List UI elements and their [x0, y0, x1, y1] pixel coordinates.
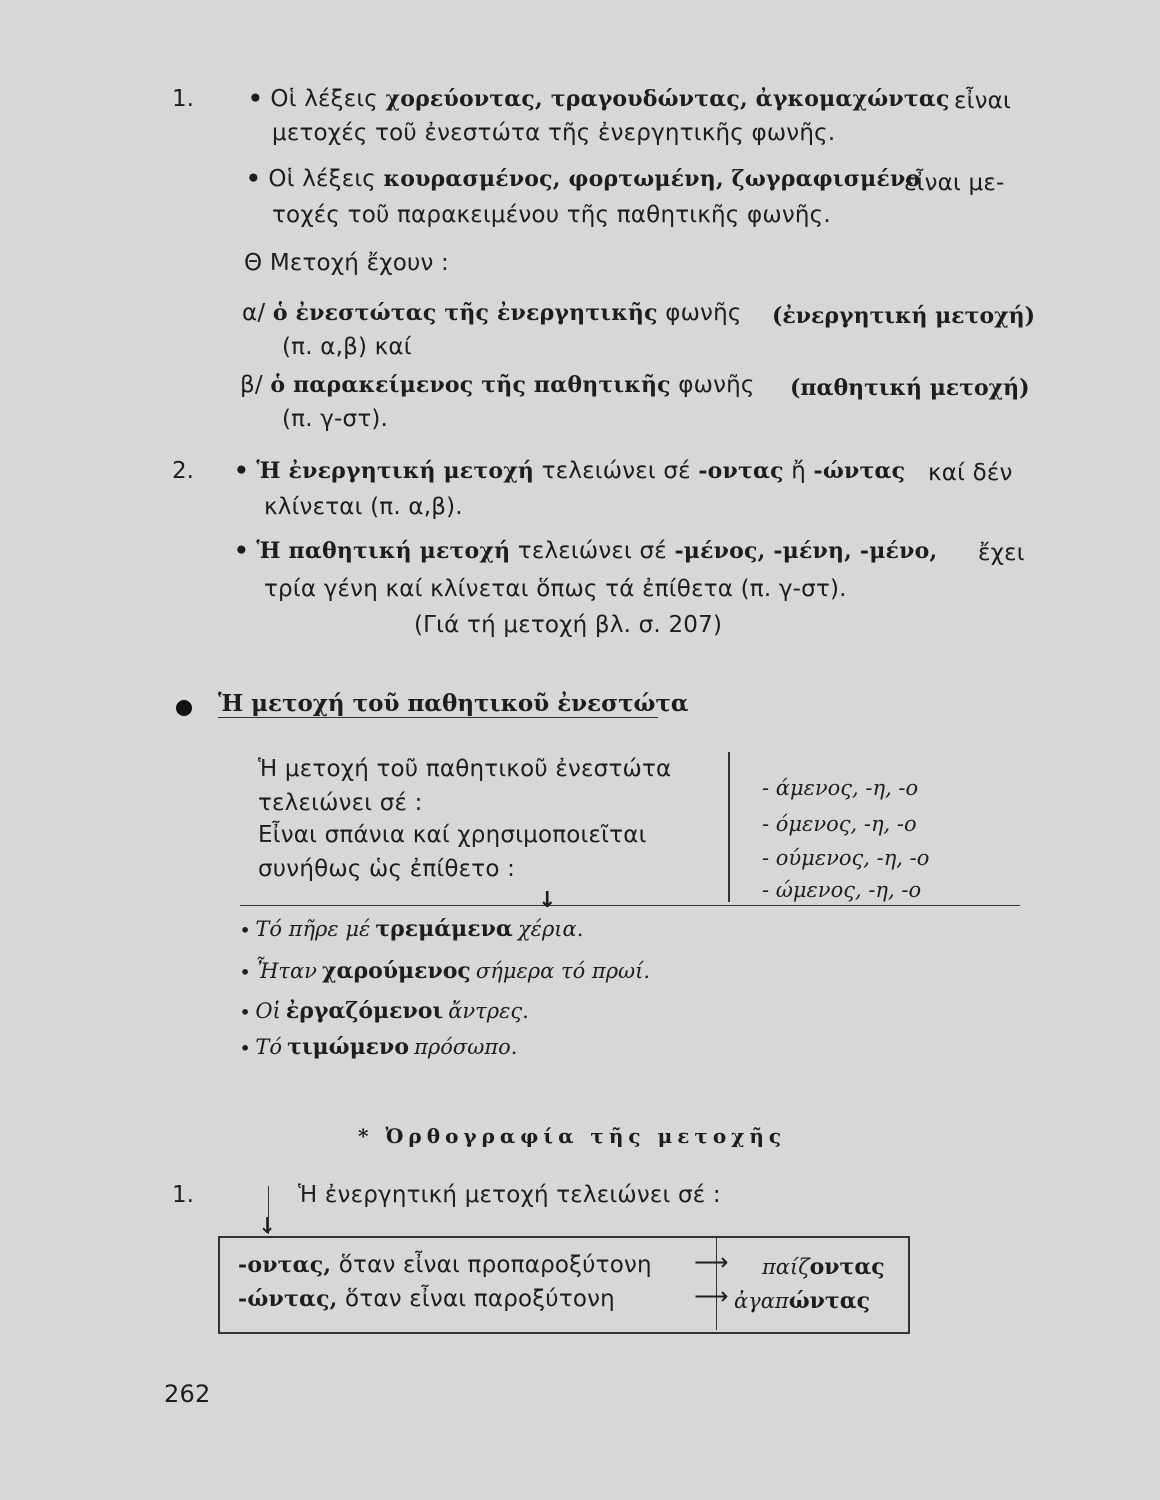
- passive-present-heading: Ἡ μετοχή τοῦ παθητικοῦ ἐνεστώτα: [218, 690, 689, 717]
- paragraph-2b-line2: τρία γένη καί κλίνεται ὅπως τά ἐπίθετα (π. γ-στ).: [264, 576, 847, 602]
- ending-item: - άμενος, -η, -ο: [762, 776, 919, 800]
- paragraph-1a-line1: • Οἱ λέξεις χορεύοντας, τραγουδώντας, ἀγκομαχώντας: [248, 86, 950, 112]
- paragraph-2b-line1: • Ἡ παθητική μετοχή τελειώνει σέ -μένος, -μένη, -μένο,: [234, 538, 938, 564]
- paragraph-2a-tail: καί δέν: [928, 460, 1013, 486]
- alpha-item: α/ ὁ ἐνεστώτας τῆς ἐνεργητικῆς φωνῆς: [242, 300, 742, 326]
- section-1-number: 1.: [172, 86, 194, 112]
- table-divider: [728, 752, 730, 902]
- paragraph-2a-line1: • Ἡ ἐνεργητική μετοχή τελειώνει σέ -οντας ἤ -ώντας: [234, 458, 906, 484]
- rule-row: -ώντας, ὅταν εἶναι παροξύτονη: [238, 1286, 615, 1312]
- orthography-rule-box: [218, 1236, 910, 1334]
- ending-item: - ούμενος, -η, -ο: [762, 846, 930, 870]
- down-arrow-icon: ↓: [258, 1214, 277, 1239]
- paragraph-1a-line2: μετοχές τοῦ ἐνεστώτα τῆς ἐνεργητικῆς φωνῆς.: [272, 120, 836, 146]
- heading-bullet-icon: [176, 700, 192, 716]
- paragraph-1a-tail: εἶναι: [954, 88, 1012, 114]
- bullet: •: [248, 86, 263, 112]
- beta-line2: (π. γ-στ).: [282, 406, 389, 432]
- active-participle-term: Ἡ ἐνεργητική μετοχή: [256, 458, 535, 484]
- paragraph-1b-line1: • Οἱ λέξεις κουρασμένος, φορτωμένη, ζωγραφισμένο: [246, 166, 921, 192]
- alpha-line2: (π. α,β) καί: [282, 334, 412, 360]
- orthography-heading: * Ὀρθογραφία τῆς μετοχῆς: [358, 1124, 787, 1148]
- rule-example: ἀγαπώντας: [734, 1288, 871, 1314]
- right-arrow-icon: ⟶: [694, 1248, 729, 1276]
- table-rule: [240, 905, 1020, 906]
- ending-item: - όμενος, -η, -ο: [762, 812, 917, 836]
- passive-desc-line1: Ἡ μετοχή τοῦ παθητικοῦ ἐνεστώτα: [258, 756, 672, 782]
- cross-reference: (Γιά τή μετοχή βλ. σ. 207): [414, 612, 723, 638]
- passive-desc-line2: τελειώνει σέ :: [258, 790, 423, 816]
- section-2-number: 2.: [172, 458, 194, 484]
- page-number: 262: [164, 1380, 211, 1408]
- paragraph-1b-tail: εἶναι με-: [904, 170, 1005, 196]
- ending-item: - ώμενος, -η, -ο: [762, 878, 922, 902]
- example-item: • Τό τιμώμενο πρόσωπο.: [240, 1034, 518, 1060]
- participle-intro: Θ Μετοχή ἔχουν :: [244, 250, 449, 276]
- orthography-number: 1.: [172, 1182, 194, 1208]
- beta-term: (παθητική μετοχή): [790, 375, 1030, 401]
- example-item: • Τό πῆρε μέ τρεμάμενα χέρια.: [240, 916, 584, 942]
- passive-participle-term: Ἡ παθητική μετοχή: [256, 538, 511, 564]
- alpha-term: (ἐνεργητική μετοχή): [772, 303, 1035, 329]
- example-item: • Ἦταν χαρούμενος σήμερα τό πρωί.: [240, 958, 651, 984]
- paragraph-2a-line2: κλίνεται (π. α,β).: [264, 494, 463, 520]
- beta-item: β/ ὁ παρακείμενος τῆς παθητικῆς φωνῆς: [240, 372, 755, 398]
- down-arrow-icon: ↓: [538, 888, 557, 913]
- heading-underline: [218, 717, 658, 718]
- right-arrow-icon: ⟶: [694, 1282, 729, 1310]
- rule-row: -οντας, ὅταν εἶναι προπαροξύτονη: [238, 1252, 652, 1278]
- example-item: • Οἱ ἐργαζόμενοι ἄντρες.: [240, 998, 529, 1024]
- paragraph-1b-line2: τοχές τοῦ παρακειμένου τῆς παθητικῆς φωνῆς.: [272, 202, 831, 228]
- participle-words: κουρασμένος, φορτωμένη, ζωγραφισμένο: [383, 166, 921, 192]
- passive-desc-line3: Εἶναι σπάνια καί χρησιμοποιεῖται: [258, 822, 647, 848]
- passive-desc-line4: συνήθως ὡς ἐπίθετο :: [258, 856, 516, 882]
- rule-example: παίζοντας: [762, 1254, 885, 1280]
- paragraph-2b-tail: ἔχει: [978, 540, 1025, 566]
- orthography-intro: Ἡ ἐνεργητική μετοχή τελειώνει σέ :: [298, 1182, 721, 1208]
- participle-words: χορεύοντας, τραγουδώντας, ἀγκομαχώντας: [385, 86, 950, 112]
